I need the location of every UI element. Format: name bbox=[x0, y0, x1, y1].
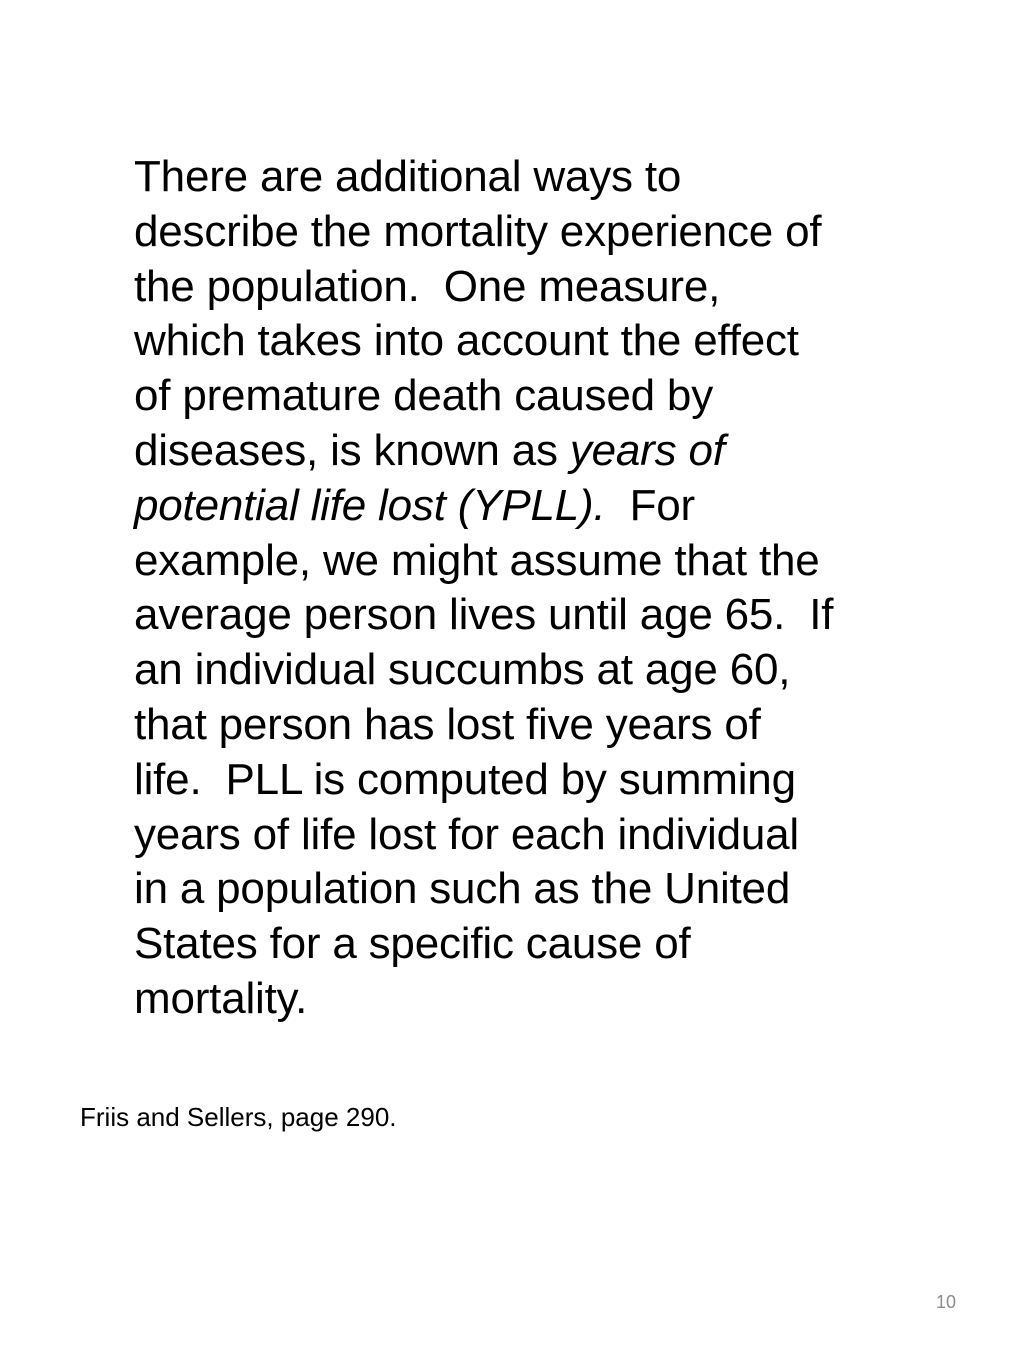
body-line: life. PLL is computed by summing bbox=[134, 754, 796, 804]
body-line bbox=[134, 479, 994, 534]
body-line: There are additional ways to bbox=[134, 152, 682, 201]
body-line: the population. One measure, bbox=[134, 261, 721, 311]
body-line: of premature death caused by bbox=[134, 371, 713, 421]
body-line: in a population such as the United bbox=[134, 864, 791, 914]
body-text-segment: For bbox=[605, 480, 695, 530]
body-line: mortality. bbox=[134, 973, 308, 1023]
italic-term: potential life lost (YPLL). bbox=[134, 480, 606, 530]
body-line: describe the mortality experience of bbox=[134, 206, 822, 256]
body-line bbox=[134, 424, 994, 479]
citation: Friis and Sellers, page 290. bbox=[80, 1102, 397, 1132]
body-line: States for a specific cause of bbox=[134, 919, 691, 969]
body-line: an individual succumbs at age 60, bbox=[134, 645, 791, 695]
body-line: average person lives until age 65. If bbox=[134, 590, 834, 640]
body-line: which takes into account the effect bbox=[134, 316, 799, 366]
italic-term: years of bbox=[569, 425, 725, 475]
body-line: years of life lost for each individual bbox=[134, 809, 799, 859]
body-paragraph bbox=[134, 150, 994, 1027]
body-text-segment: diseases, is known as bbox=[134, 425, 570, 475]
body-line: example, we might assume that the bbox=[134, 535, 820, 585]
body-line: that person has lost five years of bbox=[134, 699, 761, 749]
page-number: 10 bbox=[935, 1292, 957, 1312]
